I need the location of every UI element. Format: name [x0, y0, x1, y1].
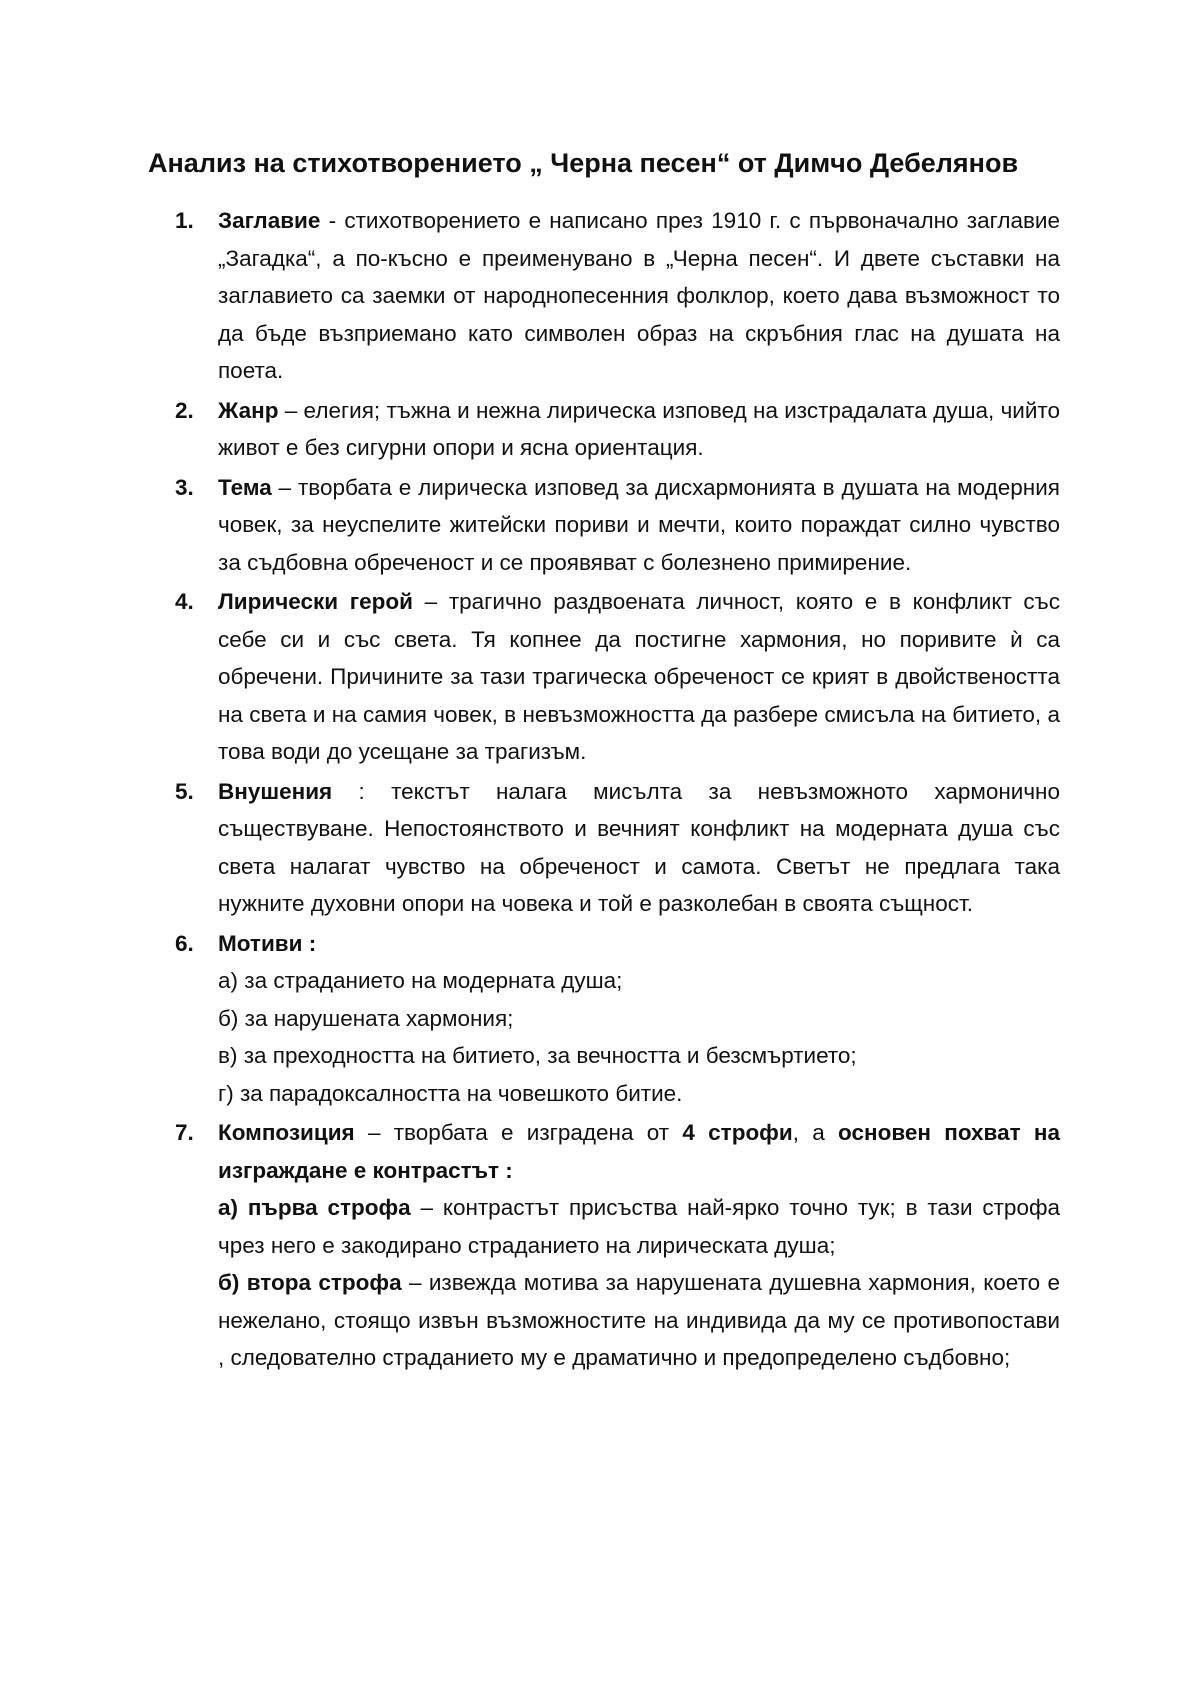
- item-bold-text: основен похват на изграждане е контрастът :: [218, 1120, 1060, 1183]
- item-text: – елегия; тъжна и нежна лирическа изповед на изстрадалата душа, чийто живот е без сигурни опори и ясна ориентация.: [218, 397, 1060, 460]
- item-label: Внушения: [218, 778, 333, 804]
- stanza-text: – контрастът присъства най-ярко точно тук; в тази строфа чрез него е закодирано страданието на лирическата душа;: [218, 1195, 1060, 1258]
- list-item-suggestions: [175, 773, 1060, 923]
- motif-line: г) за парадоксалността на човешкото битие.: [218, 1080, 683, 1106]
- item-label: Мотиви :: [218, 930, 317, 956]
- item-label: Лирически герой: [218, 589, 413, 614]
- item-text: - стихотворението е написано през 1910 г. с първоначално заглавие „Загадка“, а по-късно е преименувано в „Черна песен“. И двете съставки на заглавието са заемки от народнопесенния фолклор, което дава възможност то да бъде възприемано като символен образ на скръбния глас на душата на поета.: [218, 208, 1060, 383]
- list-item-genre: [175, 392, 1060, 467]
- stanza-paragraph: [218, 1189, 1060, 1264]
- item-bold-text: 4 строфи: [682, 1120, 793, 1145]
- stanza-text: – извежда мотива за нарушената душевна хармония, което е нежелано, стоящо извън възможностите на индивида да му се противопостави , следователно страданието му е драматично и предопределено съдбовно;: [218, 1270, 1061, 1370]
- item-text: – трагично раздвоената личност, която е в конфликт със себе си и със света. Тя копнее да постигне хармония, но поривите ѝ са обречени. Причините за тази трагическа обреченост се крият в двойствеността на света и на самия човек, в невъзможността да разбере смисъла на битието, а това води до усещане за трагизъм.: [218, 589, 1060, 764]
- item-text: – творбата е лирическа изповед за дисхармонията в душата на модерния човек, за неуспелите житейски пориви и мечти, които пораждат силно чувство за съдбовна обреченост и се проявяват с болезнено примирение.: [218, 474, 1060, 575]
- item-text: : текстът налага мисълта за невъзможното хармонично съществуване. Непостоянството и вечният конфликт на модерната душа със света налагат чувство на обреченост и самота. Светът не предлага така нужните духовни опори на човека и той е разколебан в своята същност.: [218, 778, 1060, 916]
- motif-line: в) за преходността на битието, за вечността и безсмъртието;: [218, 1043, 857, 1068]
- list-item-theme: [175, 469, 1060, 582]
- list-number: 2.: [175, 397, 194, 423]
- list-item-title-section: [175, 202, 1060, 390]
- item-label: Заглавие: [218, 208, 321, 233]
- list-number: 4.: [175, 589, 194, 614]
- list-paragraph: [218, 925, 1060, 963]
- stanza-paragraph: [218, 1264, 1060, 1377]
- item-label: Композиция: [218, 1120, 355, 1145]
- item-label: Тема: [218, 474, 272, 500]
- list-paragraph: [218, 202, 1060, 390]
- list-number: 7.: [175, 1120, 194, 1145]
- item-label: Жанр: [218, 397, 279, 423]
- stanza-label: а) първа строфа: [218, 1195, 411, 1220]
- numbered-list: [175, 202, 1060, 1379]
- list-paragraph: [218, 773, 1060, 923]
- list-item-motifs: [175, 925, 1060, 1113]
- list-item-composition: [175, 1114, 1060, 1377]
- motif-line: а) за страданието на модерната душа;: [218, 968, 623, 993]
- page-title: Анализ на стихотворението „ Черна песен“ от Димчо Дебелянов: [148, 148, 1019, 178]
- list-item-lyrical-hero: [175, 583, 1060, 771]
- motif-line: б) за нарушената хармония;: [218, 1005, 514, 1031]
- list-number: 1.: [175, 208, 194, 233]
- item-text: , а: [792, 1120, 839, 1145]
- list-number: 3.: [175, 474, 194, 500]
- list-number: 5.: [175, 778, 194, 804]
- list-paragraph: [218, 583, 1060, 771]
- list-paragraph: [218, 469, 1060, 582]
- stanza-label: б) втора строфа: [218, 1270, 402, 1295]
- list-paragraph: [218, 392, 1060, 467]
- list-number: 6.: [175, 930, 194, 956]
- item-text: – творбата е изградена от: [354, 1120, 683, 1145]
- list-paragraph: [218, 1114, 1060, 1189]
